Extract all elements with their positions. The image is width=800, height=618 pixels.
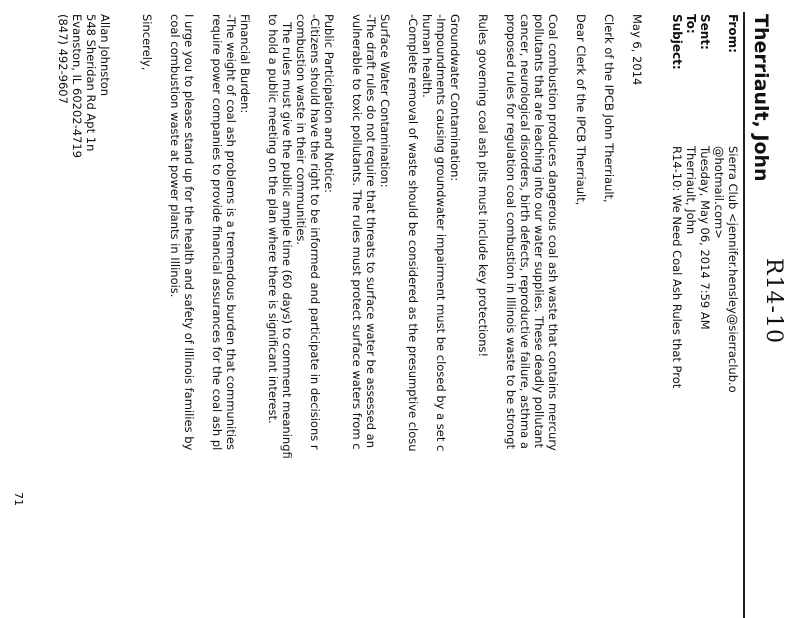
groundwater-line: -Complete removal of waste should be considered as the presumptive closu bbox=[406, 14, 420, 452]
closing-line: coal combustion waste at power plants in Illinois. bbox=[168, 14, 182, 298]
surface-line: vulnerable to toxic pollutants. The rules must protect surface waters from c bbox=[350, 14, 364, 450]
financial-heading: Financial Burden: bbox=[238, 14, 252, 114]
salutation: Dear Clerk of the IPCB Therriault, bbox=[574, 14, 588, 206]
public-line: The rules must give the public ample time (60 days) to comment meaningfi bbox=[280, 22, 294, 459]
signoff: Sincerely, bbox=[140, 14, 154, 71]
financial-line: -The weight of coal ash problems is a tremendous burden that communities bbox=[224, 14, 238, 450]
para1-line: proposed rules for regulation coal combustion in Illinois waste to be strongt bbox=[504, 14, 518, 450]
groundwater-heading: Groundwater Contamination: bbox=[448, 14, 462, 182]
subject-label: Subject: bbox=[670, 14, 684, 70]
letter-date: May 6, 2014 bbox=[630, 14, 644, 86]
sent-label: Sent: bbox=[698, 14, 712, 50]
public-line: to hold a public meeting on the plan where there is significant interest. bbox=[266, 14, 280, 424]
groundwater-line: -Impoundments causing groundwater impairment must be closed by a set c bbox=[434, 14, 448, 452]
para1-line: cancer, neurological disorders, birth defects, reproductive failure, asthma a bbox=[518, 14, 532, 449]
page-number: 71 bbox=[12, 492, 25, 506]
from-value-cont: @hotmail.com> bbox=[712, 146, 726, 239]
sent-value: Tuesday, May 06, 2014 7:59 AM bbox=[698, 146, 712, 330]
subject-value: R14-10: We Need Coal Ash Rules that Prot bbox=[670, 146, 684, 389]
signature-city: Evanston, IL 60202-4719 bbox=[70, 14, 84, 158]
financial-line: require power companies to provide financial assurances for the coal ash pl bbox=[210, 14, 224, 451]
rules-line: Rules governing coal ash pits must include key protections! bbox=[476, 14, 490, 358]
header-rule bbox=[743, 12, 745, 618]
signature-address: 548 Sheridan Rd Apt 1n bbox=[84, 14, 98, 152]
surface-heading: Surface Water Contamination: bbox=[378, 14, 392, 188]
from-value: Sierra Club <jennifer.hensley@sierraclub.o bbox=[726, 146, 740, 393]
to-value: Therriault, John bbox=[684, 146, 698, 235]
greeting: Clerk of the IPCB John Therriault, bbox=[602, 14, 616, 203]
para1-line: Coal combustion produces dangerous coal ash waste that contains mercury bbox=[546, 14, 560, 451]
to-label: To: bbox=[684, 14, 698, 34]
public-line: combustion waste in their communities. bbox=[294, 14, 308, 246]
public-heading: Public Participation and Notice: bbox=[322, 14, 336, 194]
public-line: -Citizens should have the right to be informed and participate in decisions r bbox=[308, 14, 322, 450]
signature-name: Allan Johnston bbox=[98, 14, 112, 97]
signature-phone: (847) 492-9607 bbox=[56, 14, 70, 104]
from-label: From: bbox=[726, 14, 740, 53]
document-code: R14-10 bbox=[761, 258, 786, 344]
sender-name: Therriault, John bbox=[750, 14, 772, 182]
closing-line: I urge you to please stand up for the health and safety of Illinois families by bbox=[182, 14, 196, 451]
surface-line: -The draft rules do not require that threats to surface water be assessed an bbox=[364, 14, 378, 449]
para1-line: pollutants that are leaching into our water supplies. These deadly pollutant bbox=[532, 14, 546, 448]
groundwater-line: human health. bbox=[420, 14, 434, 98]
